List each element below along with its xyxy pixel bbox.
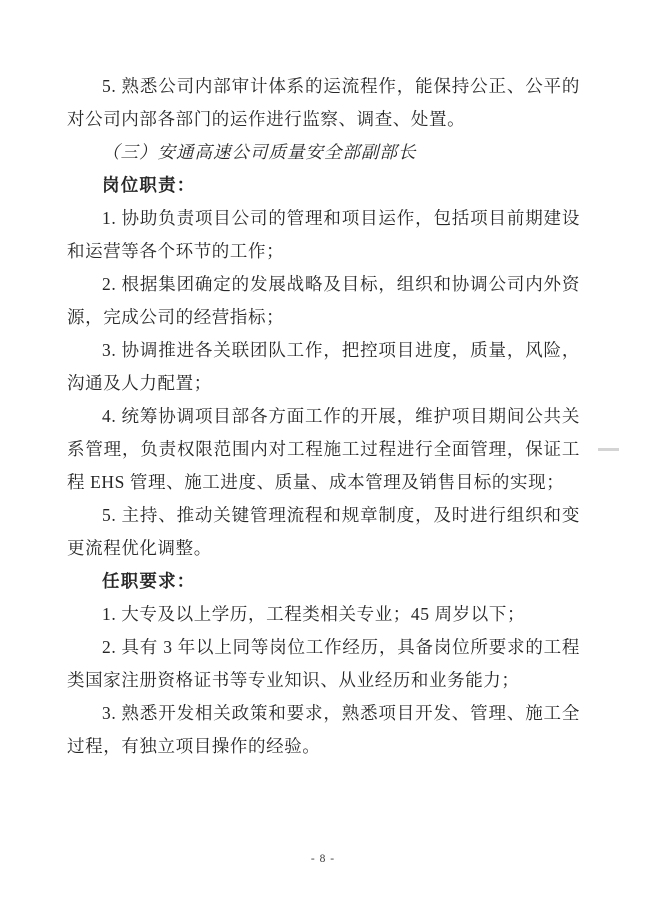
responsibility-item-3: 3. 协调推进各关联团队工作，把控项目进度，质量，风险，沟通及人力配置； [67, 340, 580, 393]
page-content [67, 70, 580, 763]
margin-revision-mark [598, 448, 619, 451]
section-heading: （三）安通高速公司质量安全部副部长 [102, 142, 417, 162]
requirement-item-2: 2. 具有 3 年以上同等岗位工作经历，具备岗位所要求的工程类国家注册资格证书等专业知识、从业经历和业务能力； [67, 637, 580, 690]
responsibility-item-1: 1. 协助负责项目公司的管理和项目运作，包括项目前期建设和运营等各个环节的工作； [67, 208, 580, 261]
requirement-item-3: 3. 熟悉开发相关政策和要求，熟悉项目开发、管理、施工全过程，有独立项目操作的经验。 [67, 703, 580, 756]
subheading-responsibilities: 岗位职责： [102, 175, 196, 195]
responsibility-item-5: 5. 主持、推动关键管理流程和规章制度，及时进行组织和变更流程优化调整。 [67, 505, 580, 558]
responsibility-item-4: 4. 统筹协调项目部各方面工作的开展，维护项目期间公共关系管理，负责权限范围内对工程施工过程进行全面管理，保证工程 EHS 管理、施工进度、质量、成本管理及销售目标的实现； [67, 406, 580, 492]
page-footer [0, 849, 646, 867]
responsibility-item-2: 2. 根据集团确定的发展战略及目标，组织和协调公司内外资源，完成公司的经营指标； [67, 274, 580, 327]
requirement-item-1: 1. 大专及以上学历，工程类相关专业；45 周岁以下； [102, 604, 526, 624]
subheading-requirements: 任职要求： [102, 571, 196, 591]
page-number: - 8 - [310, 853, 336, 865]
para-audit-supervision: 5. 熟悉公司内部审计体系的运流程作，能保持公正、公平的对公司内部各部门的运作进行监察、调查、处置。 [67, 76, 580, 129]
